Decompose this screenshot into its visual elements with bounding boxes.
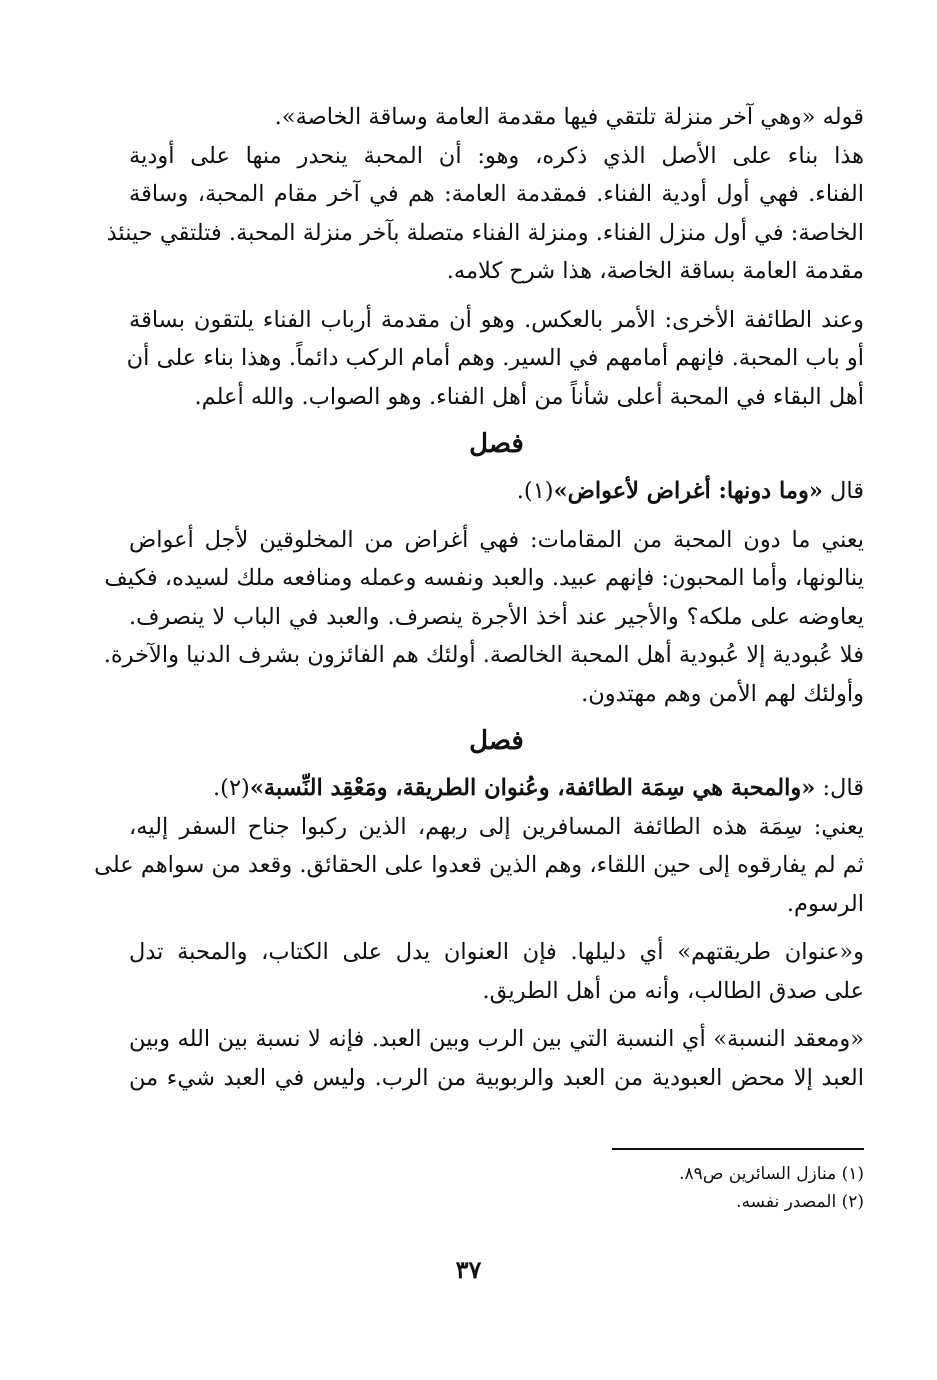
text-line: يعني ما دون المحبة من المقامات: فهي أغراض من المخلوقين لأجل أعواض (129, 526, 864, 553)
quote-prefix: قال: (815, 775, 864, 801)
footnote: (٢) المصدر نفسه. (736, 1192, 864, 1212)
text-line: قوله «وهي آخر منزلة تلتقي فيها مقدمة العامة وساقة الخاصة». (274, 104, 864, 130)
text-line: أهل البقاء في المحبة أعلى شأناً من أهل الفناء. وهو الصواب. والله أعلم. (194, 383, 864, 410)
quoted-text: «والمحبة هي سِمَة الطائفة، وعُنوان الطريقة، ومَعْقِد النِّسبة» (249, 775, 816, 801)
text-line: ينالونها، وأما المحبون: فإنهم عبيد. والعبد ونفسه وعمله ومنافعه ملك لسيده، فكيف (104, 565, 864, 591)
section-heading: فصل (469, 429, 524, 459)
quoted-text: «وما دونها: أغراض لأعواض» (553, 478, 823, 504)
footnote-ref: (١). (516, 478, 554, 504)
text-line: الخاصة: في أول منزل الفناء. ومنزلة الفناء متصلة بآخر منزلة المحبة. فتلتقي حينئذ (106, 219, 864, 246)
footnotes (464, 1160, 864, 1216)
quote-line (129, 769, 864, 808)
text-line: الفناء. فهي أول أودية الفناء. فمقدمة العامة: هم في آخر مقام المحبة، وساقة (129, 181, 864, 207)
quote-prefix: قال (822, 478, 864, 504)
quote-line (129, 472, 864, 511)
text-line: ثم لم يفارقوه إلى حين اللقاء، وهم الذين قعدوا على الحقائق. وقعد من سواهم على (94, 852, 864, 878)
text-line: و«عنوان طريقتهم» أي دليلها. فإن العنوان يدل على الكتاب، والمحبة تدل (129, 939, 864, 965)
text-line: وأولئك لهم الأمن وهم مهتدون. (581, 680, 864, 707)
text-line: الرسوم. (786, 890, 864, 917)
page-number: ٣٧ (455, 1255, 482, 1284)
text-line: على صدق الطالب، وأنه من أهل الطريق. (482, 977, 864, 1004)
text-line: وعند الطائفة الأخرى: الأمر بالعكس. وهو أن مقدمة أرباب الفناء يلتقون بساقة (129, 306, 864, 333)
text-line: العبد إلا محض العبودية من العبد والربوبية من الرب. وليس في العبد شيء من (129, 1064, 864, 1091)
footnote-ref: (٢). (213, 775, 250, 801)
text-line: «ومعقد النسبة» أي النسبة التي بين الرب وبين العبد. فإنه لا نسبة بين الله وبين (129, 1026, 864, 1052)
text-line: أو باب المحبة. فإنهم أمامهم في السير. وهم أمام الركب دائماً. وهذا بناء على أن (126, 345, 864, 371)
text-line: فلا عُبودية إلا عُبودية أهل المحبة الخالصة. أولئك هم الفائزون بشرف الدنيا والآخرة. (103, 642, 864, 668)
text-line: يعاوضه على ملكه؟ والأجير عند أخذ الأجرة ينصرف. والعبد في الباب لا ينصرف. (129, 603, 864, 630)
text-line: هذا بناء على الأصل الذي ذكره، وهو: أن المحبة ينحدر منها على أودية (129, 142, 864, 169)
footnote-divider (612, 1148, 864, 1150)
main-text (94, 98, 864, 1097)
section-heading: فصل (469, 726, 524, 756)
footnote: (١) منازل السائرين ص٨٩. (679, 1164, 864, 1184)
text-line: يعني: سِمَة هذه الطائفة المسافرين إلى ربهم، الذين ركبوا جناح السفر إليه، (129, 813, 864, 840)
text-line: مقدمة العامة بساقة الخاصة، هذا شرح كلامه. (446, 258, 864, 284)
